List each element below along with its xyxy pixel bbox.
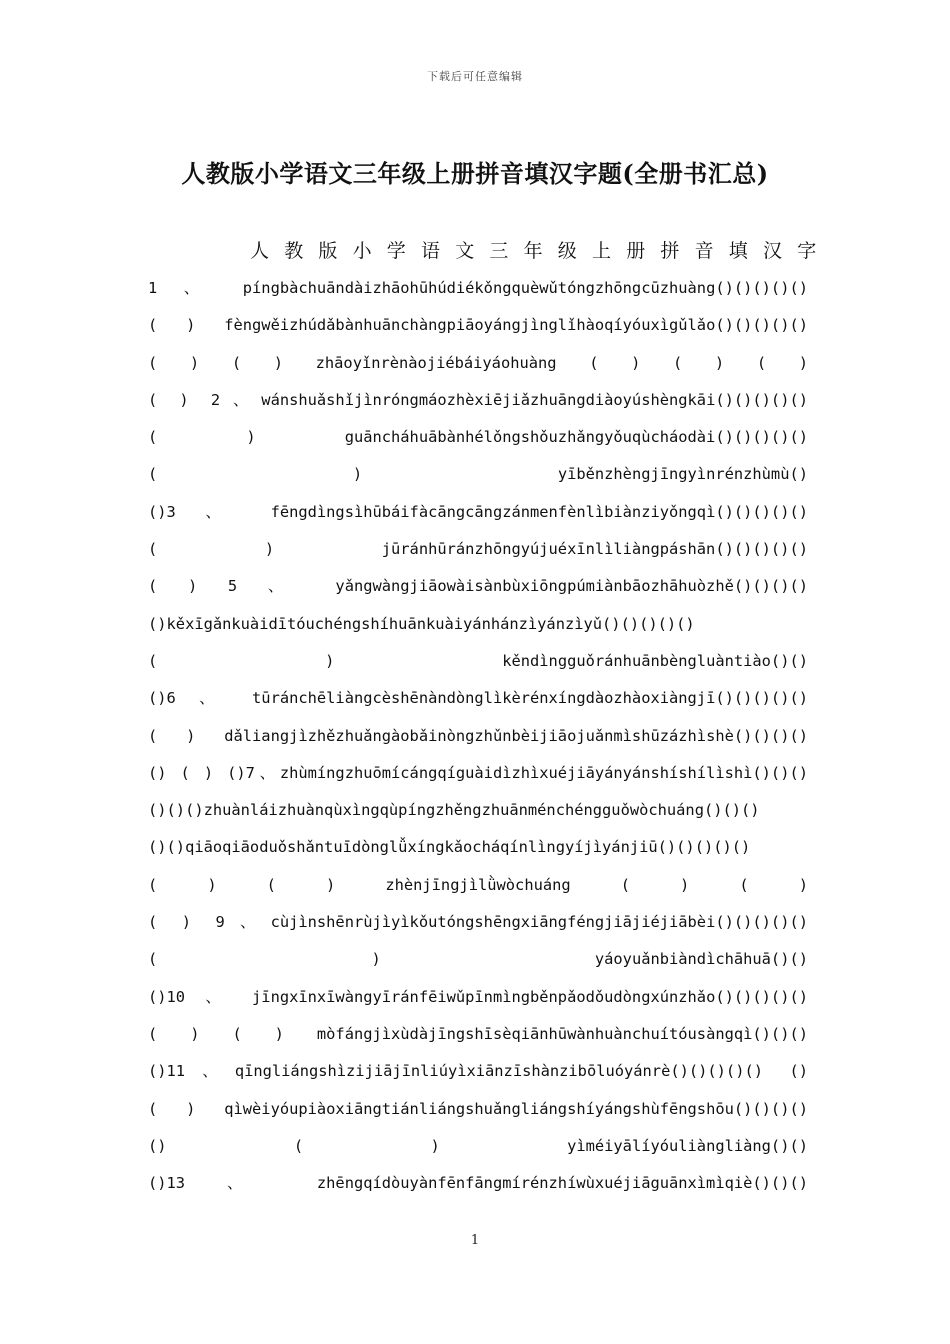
exercise-line: ( ) qìwèiyóupiàoxiāngtiánliángshuǎngliángshíyángshùfēngshōu()()()() <box>148 1099 808 1118</box>
exercise-text-block <box>148 276 808 1208</box>
exercise-line: ( ) 2、wánshuǎshǐjìnróngmáozhèxiējiǎzhuāngdiàoyúshèngkāi()()()()() <box>148 390 808 409</box>
exercise-line: ( ) yáoyuǎnbiàndìchāhuā()() <box>148 950 808 969</box>
exercise-line: ( ) ( ) zhènjīngjìlǜwòchuáng ( ) ( ) <box>148 875 808 894</box>
document-title: 人教版小学语文三年级上册拼音填汉字题(全册书汇总) <box>181 159 769 188</box>
exercise-line: ()11、qīngliángshìzijiājīnliúyìxiānzīshànzibōluóyánrè()()()()() () <box>148 1062 808 1081</box>
exercise-line: ( ) kěndìngguǒránhuānbèngluàntiào()() <box>148 651 808 670</box>
document-subtitle: 人教版小学语文三年级上册拼音填汉字 <box>250 240 832 262</box>
exercise-line: ( ) 9、cùjìnshēnrùjìyìkǒutóngshēngxiāngféngjiājiéjiābèi()()()()() <box>148 913 808 932</box>
exercise-line: ( ) guāncháhuābànhélǒngshǒuzhǎngyǒuqùcháodài()()()()() <box>148 428 808 447</box>
exercise-line: ()6 、 tūránchēliàngcèshēnàndònglìkèrénxíngdàozhàoxiàngjī()()()()() <box>148 689 808 708</box>
exercise-line: ( ) dǎliangjìzhězhuǎngàobǎinòngzhǔnbèijiāojuǎnmìshūzázhìshè()()()() <box>148 726 808 745</box>
exercise-line: () ( ) yìméiyālíyóuliàngliàng()() <box>148 1136 808 1155</box>
exercise-line: ( ) fèngwěizhúdǎbànhuānchàngpiāoyángjìnglǐhàoqíyóuxìgǔlǎo()()()()() <box>148 316 808 335</box>
page-header-note: 下载后可任意编辑 <box>427 70 523 83</box>
exercise-line: ( ) jūránhūránzhōngyújuéxīnlìliàngpáshān()()()()() <box>148 540 808 559</box>
exercise-line: ( ) yīběnzhèngjīngyìnrénzhùmù() <box>148 465 808 484</box>
page-number: 1 <box>470 1233 480 1248</box>
exercise-line: 1 、 píngbàchuāndàizhāohūhúdiékǒngquèwǔtóngzhōngcūzhuàng()()()()() <box>148 279 808 297</box>
exercise-line: () ( ) ()7、zhùmíngzhuōmícángqíguàidìzhìxuéjiāyányánshíshílìshì()()() <box>148 763 808 782</box>
exercise-line: ()()qiāoqiāoduǒshǎntuīdònglǚxíngkǎocháqínlìngyíjìyánjiū()()()()() <box>148 838 751 857</box>
exercise-line: ()13 、 zhēngqídòuyànfēnfāngmírénzhíwùxuéjiāguānxìmìqiè()()() <box>148 1174 808 1193</box>
exercise-line: ( ) 5 、 yǎngwàngjiāowàisànbùxiōngpúmiànbāozhāhuòzhě()()()() <box>148 577 808 596</box>
exercise-line: ()3 、 fēngdìngsìhūbáifàcāngcāngzánmenfènlìbiànziyǒngqì()()()()() <box>148 502 808 521</box>
exercise-line: ()10 、 jīngxīnxīwàngyīránfēiwǔpīnmìngběnpǎodǒudòngxúnzhǎo()()()()() <box>148 987 808 1006</box>
exercise-line: ( ) ( ) mòfángjìxùdàjīngshīsèqiānhūwànhuànchuítóusàngqì()()() <box>148 1024 808 1043</box>
exercise-line: ()()()zhuànláizhuànqùxìngqùpíngzhěngzhuānménchéngguǒwòchuáng()()() <box>148 801 760 820</box>
exercise-line: ()kěxīgǎnkuàidītóuchéngshíhuānkuàiyánhánzìyánzìyǔ()()()()() <box>148 614 695 633</box>
exercise-line: ( ) ( ) zhāoyǐnrènàojiébáiyáohuàng ( ) ( ) ( ) <box>148 353 808 372</box>
